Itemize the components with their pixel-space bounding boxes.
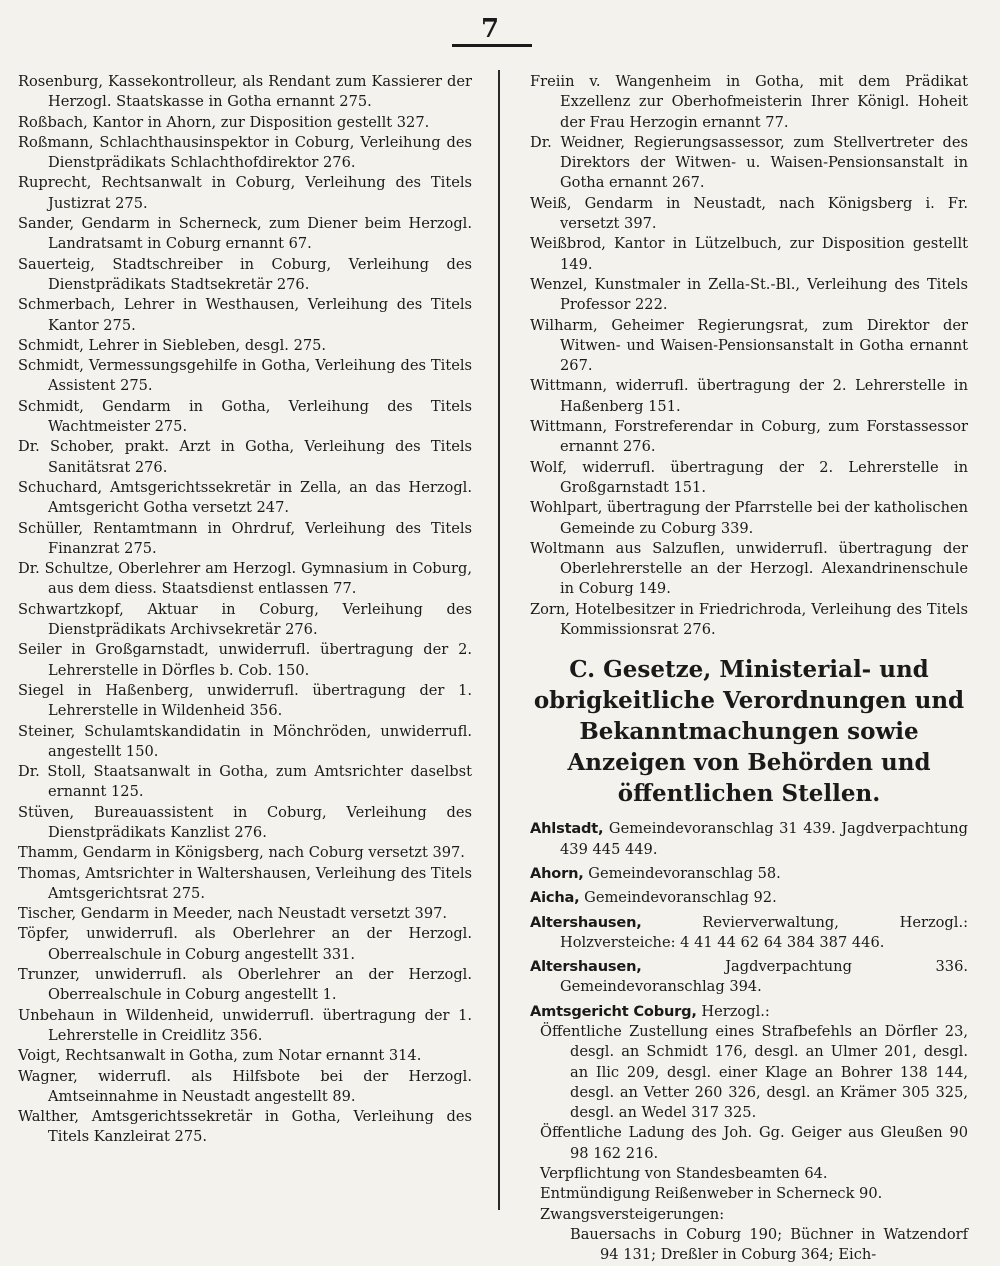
list-item: Roßbach, Kantor in Ahorn, zur Disposition gestellt 327. — [18, 113, 430, 131]
sub-list-item: Zwangsversteigerungen: — [540, 1205, 725, 1223]
list-item: Schmidt, Lehrer in Siebleben, desgl. 275. — [18, 336, 327, 354]
list-item — [530, 913, 968, 954]
list-item: Wenzel, Kunstmaler in Zella-St.-Bl., Verleihung des Titels Professor 222. — [530, 275, 968, 314]
entry-head: Ahorn, — [530, 864, 584, 882]
entry-text: Jagdverpachtung 336. Gemeindevoranschlag 394. — [560, 958, 968, 996]
list-item: Siegel in Haßenberg, unwiderrufl. übertragung der 1. Lehrerstelle in Wildenheid 356. — [18, 681, 472, 720]
list-item: Sauerteig, Stadtschreiber in Coburg, Verleihung des Dienstprädikats Stadtsekretär 276. — [18, 255, 472, 293]
entry-head: Amtsgericht Coburg, — [530, 1002, 697, 1020]
list-item: Schüller, Rentamtmann in Ohrdruf, Verleihung des Titels Finanzrat 275. — [18, 519, 472, 557]
list-item: Wolf, widerrufl. übertragung der 2. Lehrerstelle in Großgarnstadt 151. — [530, 458, 968, 496]
sub-list-item: Öffentliche Ladung des Joh. Gg. Geiger aus Gleußen 90 98 162 216. — [540, 1124, 968, 1162]
list-item: Thomas, Amtsrichter in Waltershausen, Verleihung des Titels Amtsgerichtsrat 275. — [18, 864, 472, 902]
sub-sub-list-item: Bauersachs in Coburg 190; Büchner in Watzendorf 94 131; Dreßler in Coburg 364; Eich- — [570, 1225, 968, 1264]
section-heading: C. Gesetze, Ministerial- und obrigkeitliche Verordnungen und Bekanntmachungen sowie Anzeigen von Behörden und öffentlichen Stellen. — [533, 656, 965, 808]
list-item: Schmidt, Gendarm in Gotha, Verleihung des Titels Wachtmeister 275. — [18, 397, 472, 436]
list-item: Freiin v. Wangenheim in Gotha, mit dem Prädikat Exzellenz zur Oberhofmeisterin Ihrer Königl. Hoheit der Frau Herzogin ernannt 77. — [530, 73, 968, 131]
list-item: Schuchard, Amtsgerichtssekretär in Zella, an das Herzogl. Amtsgericht Gotha versetzt 247. — [18, 478, 472, 517]
list-item: Woltmann aus Salzuflen, unwiderrufl. übertragung der Oberlehrerstelle an der Herzogl. Alexandrinenschule in Coburg 149. — [530, 539, 968, 598]
entry-text: Herzogl.: — [701, 1002, 770, 1020]
list-item: Unbehaun in Wildenheid, unwiderrufl. übertragung der 1. Lehrerstelle in Creidlitz 356. — [18, 1006, 472, 1044]
list-item: Sander, Gendarm in Scherneck, zum Diener beim Herzogl. Landratsamt in Coburg ernannt 67. — [18, 215, 472, 253]
list-item: Ruprecht, Rechtsanwalt in Coburg, Verleihung des Titels Justizrat 275. — [18, 174, 472, 212]
list-item: Schmidt, Vermessungsgehilfe in Gotha, Verleihung des Titels Assistent 275. — [18, 357, 472, 395]
list-item — [530, 1002, 968, 1022]
list-item: Voigt, Rechtsanwalt in Gotha, zum Notar ernannt 314. — [18, 1047, 422, 1065]
list-item — [530, 864, 968, 884]
entry-head: Altershausen, — [530, 958, 642, 976]
list-item: Wilharm, Geheimer Regierungsrat, zum Direktor der Witwen- und Waisen-Pensionsanstalt in Gotha ernannt 267. — [530, 316, 968, 375]
list-item: Wagner, widerrufl. als Hilfsbote bei der Herzogl. Amtseinnahme in Neustadt angestellt 89. — [18, 1067, 472, 1105]
list-item: Schmerbach, Lehrer in Westhausen, Verleihung des Titels Kantor 275. — [18, 296, 472, 334]
list-item: Dr. Weidner, Regierungsassessor, zum Stellvertreter des Direktors der Witwen- u. Waisen-Pensionsanstalt in Gotha ernannt 267. — [530, 133, 968, 192]
list-item: Rosenburg, Kassekontrolleur, als Rendant zum Kassierer der Herzogl. Staatskasse in Gotha ernannt 275. — [18, 73, 472, 111]
page-number: 7 — [480, 14, 500, 44]
list-item: Roßmann, Schlachthausinspektor in Coburg, Verleihung des Dienstprädikats Schlachthofdirektor 276. — [18, 133, 472, 172]
list-item: Dr. Schultze, Oberlehrer am Herzogl. Gymnasium in Coburg, aus dem diess. Staatsdienst entlassen 77. — [18, 560, 472, 598]
list-item: Thamm, Gendarm in Königsberg, nach Coburg versetzt 397. — [18, 844, 465, 862]
entry-text: Gemeindevoranschlag 58. — [588, 864, 781, 882]
sub-list-item: Entmündigung Reißenweber in Scherneck 90. — [540, 1185, 883, 1203]
list-item: Weiß, Gendarm in Neustadt, nach Königsberg i. Fr. versetzt 397. — [530, 194, 968, 233]
list-item: Töpfer, unwiderrufl. als Oberlehrer an der Herzogl. Oberrealschule in Coburg angestellt 331. — [18, 925, 472, 963]
list-item: Tischer, Gendarm in Meeder, nach Neustadt versetzt 397. — [18, 905, 448, 923]
sub-list-item: Verpflichtung von Standesbeamten 64. — [540, 1165, 828, 1183]
list-item — [530, 819, 968, 860]
entry-text: Gemeindevoranschlag 92. — [584, 889, 777, 907]
list-item: Trunzer, unwiderrufl. als Oberlehrer an der Herzogl. Oberrealschule in Coburg angestellt 1. — [18, 966, 472, 1004]
list-item — [530, 957, 968, 998]
list-item: Seiler in Großgarnstadt, unwiderrufl. übertragung der 2. Lehrerstelle in Dörfles b. Cob. 150. — [18, 641, 472, 679]
list-item — [530, 888, 968, 908]
entry-head: Altershausen, — [530, 913, 642, 931]
list-item: Wohlpart, übertragung der Pfarrstelle bei der katholischen Gemeinde zu Coburg 339. — [530, 499, 969, 537]
entry-text: Revierverwaltung, Herzogl.: Holzversteiche: 4 41 44 62 64 384 387 446. — [560, 913, 968, 951]
entry-text: Gemeindevoranschlag 31 439. Jagdverpachtung 439 445 449. — [560, 820, 969, 858]
top-rule — [452, 44, 532, 47]
column-divider — [498, 70, 500, 1210]
entry-head: Ahlstadt, — [530, 820, 604, 838]
list-item: Wittmann, Forstreferendar in Coburg, zum Forstassessor ernannt 276. — [530, 418, 968, 456]
list-item: Dr. Stoll, Staatsanwalt in Gotha, zum Amtsrichter daselbst ernannt 125. — [18, 763, 472, 801]
sub-list-item: Öffentliche Zustellung eines Strafbefehls an Dörfler 23, desgl. an Schmidt 176, desgl. an Ulmer 201, desgl. an Ilic 209, desgl. einer Klage an Bohrer 138 144, desgl. an Vetter 260 326, desgl. an Krämer 305 325, desgl. an Wedel 317 325. — [540, 1022, 968, 1122]
left-column — [18, 72, 472, 1148]
list-item: Schwartzkopf, Aktuar in Coburg, Verleihung des Dienstprädikats Archivsekretär 276. — [18, 600, 472, 639]
list-item: Dr. Schober, prakt. Arzt in Gotha, Verleihung des Titels Sanitätsrat 276. — [18, 438, 472, 476]
list-item: Zorn, Hotelbesitzer in Friedrichroda, Verleihung des Titels Kommissionsrat 276. — [530, 600, 968, 639]
list-item: Weißbrod, Kantor in Lützelbuch, zur Disposition gestellt 149. — [530, 235, 968, 273]
list-item: Walther, Amtsgerichtssekretär in Gotha, Verleihung des Titels Kanzleirat 275. — [18, 1108, 472, 1146]
right-column — [530, 72, 968, 1266]
list-item: Stüven, Bureauassistent in Coburg, Verleihung des Dienstprädikats Kanzlist 276. — [18, 803, 472, 841]
list-item: Steiner, Schulamtskandidatin in Mönchröden, unwiderrufl. angestellt 150. — [18, 722, 472, 760]
entry-head: Aicha, — [530, 889, 580, 907]
list-item: Wittmann, widerrufl. übertragung der 2. Lehrerstelle in Haßenberg 151. — [530, 377, 968, 415]
